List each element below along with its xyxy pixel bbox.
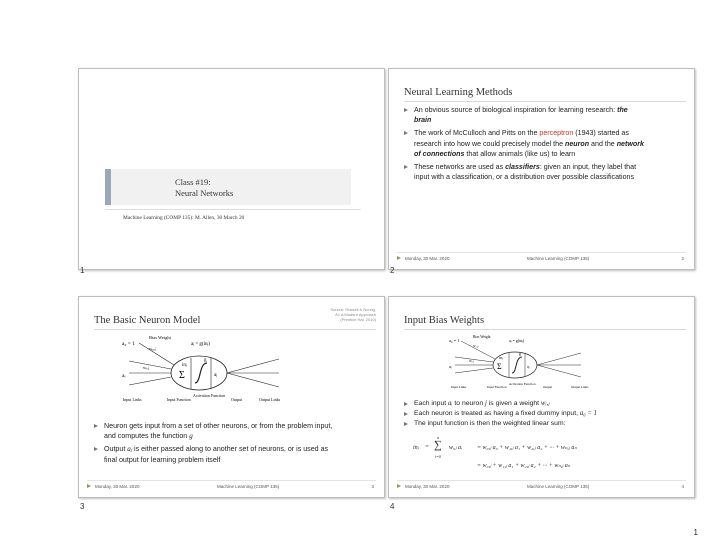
bullet: These networks are used as classifiers: given an input, they label that input with a classification, or a distribution over possible classifications bbox=[404, 162, 644, 182]
a0-label: a₀ = 1 bbox=[122, 341, 135, 347]
aj-label: aⱼ bbox=[527, 364, 530, 369]
title-rule bbox=[404, 101, 686, 102]
slide-3 bbox=[78, 296, 385, 498]
output-label: Output bbox=[543, 385, 553, 389]
slide-1-title bbox=[175, 177, 233, 199]
bullet-arrow-icon bbox=[404, 422, 408, 426]
wij-label: wᵢ,ⱼ bbox=[143, 365, 149, 370]
page-number: 1 bbox=[693, 528, 698, 537]
bullet-arrow-icon bbox=[404, 131, 408, 135]
eq-lhs: inⱼ bbox=[413, 445, 419, 451]
input-function-label: Input Function bbox=[167, 397, 191, 402]
bullet: Each input aᵢ to neuron j is given a weight wᵢ,ⱼ bbox=[404, 399, 684, 408]
output-link bbox=[537, 365, 581, 377]
bias-weight-label: Bias Weight bbox=[149, 335, 171, 340]
sigma-symbol: Σ bbox=[179, 370, 185, 381]
output-link bbox=[537, 353, 581, 365]
activation-function-label: Activation Function bbox=[509, 382, 536, 386]
bullet: Output aⱼ is either passed along to another set of neurons, or is used as final output for learning problem itself bbox=[94, 444, 334, 464]
bullet: Each neuron is treated as having a fixed dummy input, a₀ = 1 bbox=[404, 409, 684, 418]
activation-function-label: Activation Function bbox=[193, 393, 226, 398]
bullet: An obvious source of biological inspiration for learning research: the brain bbox=[404, 105, 644, 125]
bias-neuron-diagram bbox=[447, 333, 617, 391]
eq-rhs-1: = w₀,ⱼ a₀ + w₁,ⱼ a₁ + w₂,ⱼ a₂ + ··· + wₙ,ⱼ aₙ bbox=[477, 445, 577, 451]
eq-equals: = bbox=[425, 444, 430, 450]
slide-1-subtitle: Machine Learning (COMP 135): M. Allen, 30 March 20 bbox=[123, 215, 245, 221]
aj-eq-label: aⱼ = g(inⱼ) bbox=[509, 338, 525, 343]
bullet-arrow-icon bbox=[404, 108, 408, 112]
eq-mid: wᵢ,ⱼ aᵢ bbox=[449, 445, 462, 451]
eq-sum-symbol: ∑ bbox=[434, 439, 442, 451]
slide-2-title: Neural Learning Methods bbox=[404, 87, 513, 98]
sigma-symbol: Σ bbox=[497, 362, 502, 371]
aj-eq-label: aⱼ = g(inⱼ) bbox=[191, 342, 211, 347]
bullet-arrow-icon bbox=[94, 447, 98, 451]
inj-label: inⱼ bbox=[499, 355, 503, 360]
ai-label: aᵢ bbox=[122, 373, 126, 379]
a0-label: a₀ = 1 bbox=[449, 338, 460, 343]
slide-4-title: Input Bias Weights bbox=[404, 315, 485, 326]
footer-arrow-icon bbox=[397, 484, 401, 488]
output-link bbox=[227, 373, 279, 387]
g-label: g bbox=[204, 358, 207, 363]
input-link bbox=[129, 377, 171, 385]
neuron-diagram bbox=[119, 333, 309, 403]
slide-4 bbox=[388, 296, 695, 498]
slide-1-title-line1: Class #19: bbox=[175, 177, 211, 187]
eq-sum-top: n bbox=[437, 435, 439, 440]
g-label: g bbox=[519, 351, 521, 356]
bullet-arrow-icon bbox=[404, 412, 408, 416]
slide-3-bullets bbox=[94, 421, 334, 468]
bias-link bbox=[139, 343, 174, 365]
title-rule bbox=[94, 329, 376, 330]
slide-number-1: 1 bbox=[80, 266, 85, 275]
slide-1 bbox=[78, 68, 385, 270]
inj-label: inⱼ bbox=[182, 363, 187, 368]
ai-label: aᵢ bbox=[449, 364, 452, 369]
bullet: The work of McCulloch and Pitts on the perceptron (1943) started as research into how we could precisely model the neuron and the network of connections that allow animals (like us) to learn bbox=[404, 128, 644, 159]
eq-rhs-2: = w₀,ⱼ + w₁,ⱼ a₁ + w₂,ⱼ a₂ + ··· + wₙ,ⱼ aₙ bbox=[477, 463, 571, 469]
sum-equation bbox=[413, 435, 683, 477]
slide-4-bullets bbox=[404, 399, 684, 429]
eq-sum-bottom: i=0 bbox=[435, 454, 441, 459]
bullet: Neuron gets input from a set of other neurons, or from the problem input, and computes the function g bbox=[94, 421, 334, 441]
title-rule bbox=[404, 329, 686, 330]
wij-label: wᵢ,ⱼ bbox=[469, 359, 474, 363]
output-links-label: Output Links bbox=[259, 397, 281, 402]
bullet: The input function is then the weighted linear sum: bbox=[404, 419, 684, 428]
bullet-arrow-icon bbox=[404, 165, 408, 169]
bias-weight-label: Bias Weight bbox=[473, 335, 491, 339]
slide-number-4: 4 bbox=[390, 502, 395, 511]
w0j-label: w₀,ⱼ bbox=[149, 346, 156, 351]
activation-sigmoid bbox=[512, 357, 522, 373]
bullet-arrow-icon bbox=[94, 424, 98, 428]
slide-4-footer: Monday, 30 Mar. 2020 Machine Learning (COMP 135) 4 bbox=[397, 480, 686, 491]
slide-2-footer: Monday, 30 Mar. 2020 Machine Learning (COMP 135) 2 bbox=[397, 252, 686, 263]
slide-number-2: 2 bbox=[390, 266, 395, 275]
w0j-label: w₀,ⱼ bbox=[473, 344, 479, 348]
output-label: Output bbox=[231, 397, 243, 402]
slide-3-title: The Basic Neuron Model bbox=[94, 315, 201, 326]
aj-label: aⱼ bbox=[214, 373, 218, 378]
slide-2 bbox=[388, 68, 695, 270]
input-link bbox=[455, 368, 493, 373]
slide-number-3: 3 bbox=[80, 502, 85, 511]
slide-2-bullets bbox=[404, 105, 644, 185]
footer-arrow-icon bbox=[87, 484, 91, 488]
input-link bbox=[455, 357, 493, 362]
input-links-label: Input Links bbox=[123, 397, 142, 402]
activation-sigmoid bbox=[195, 363, 207, 383]
input-link bbox=[129, 361, 171, 369]
output-links-label: Output Links bbox=[571, 385, 589, 389]
output-link bbox=[227, 359, 279, 373]
input-function-label: Input Function bbox=[487, 385, 507, 389]
slide-3-footer: Monday, 30 Mar. 2020 Machine Learning (COMP 135) 3 bbox=[87, 480, 376, 491]
footer-arrow-icon bbox=[397, 256, 401, 260]
input-links-label: Input Links bbox=[451, 385, 467, 389]
source-citation: Source: Russell & Norvig, AI: A Modern Approach (Prentice Hal, 2010) bbox=[330, 307, 376, 322]
bullet-arrow-icon bbox=[404, 402, 408, 406]
slide-1-title-line2: Neural Networks bbox=[175, 188, 234, 198]
